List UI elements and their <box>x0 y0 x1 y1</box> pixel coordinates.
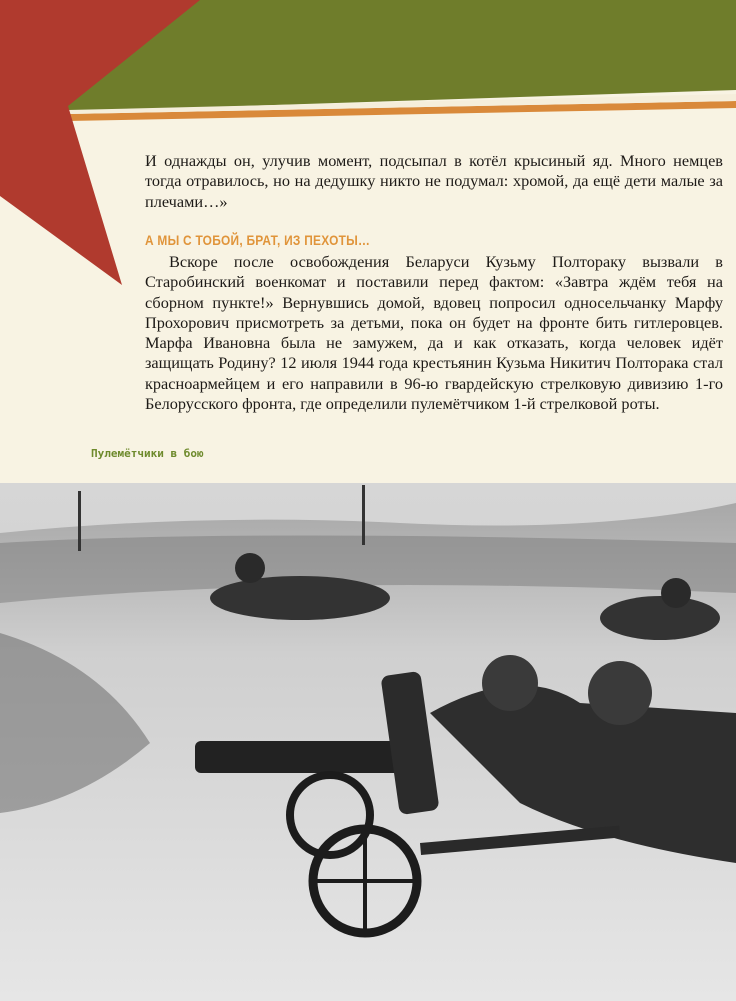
paragraph-1-text: И однажды он, улучив момент, подсыпал в котёл крысиный яд. Много немцев тогда отравилось, но на дедушку никто не подумал: хромой, да ещё дети малые за плечами…» <box>145 151 723 211</box>
paragraph-2 <box>145 252 723 414</box>
paragraph-2-text: Вскоре после освобождения Беларуси Кузьму Полтораку вызвали в Старобинский военкомат и поставили перед фактом: «Завтра ждём тебя на сборном пункте!» Вернувшись домой, вдовец попросил односельчанку Марфу Прохорович присмотреть за детьми, пока он будет на фронте бить гитлеровцев. Марфа Ивановна была не замужем, да и как отказать, когда человек идёт защищать Родину? 12 июля 1944 года крестьянин Кузьма Никитич Полторака стал красноармейцем и его направили в 96-ю гвардейскую стрелковую дивизию 1-го Белорусского фронта, где определили пулемётчиком 1-й стрелковой роты. <box>145 252 723 414</box>
paragraph-1 <box>145 151 723 212</box>
war-photo-machine-gunners <box>0 483 736 1001</box>
photo-caption: Пулемётчики в бою <box>91 447 204 460</box>
section-heading: А МЫ С ТОБОЙ, БРАТ, ИЗ ПЕХОТЫ… <box>145 232 371 248</box>
